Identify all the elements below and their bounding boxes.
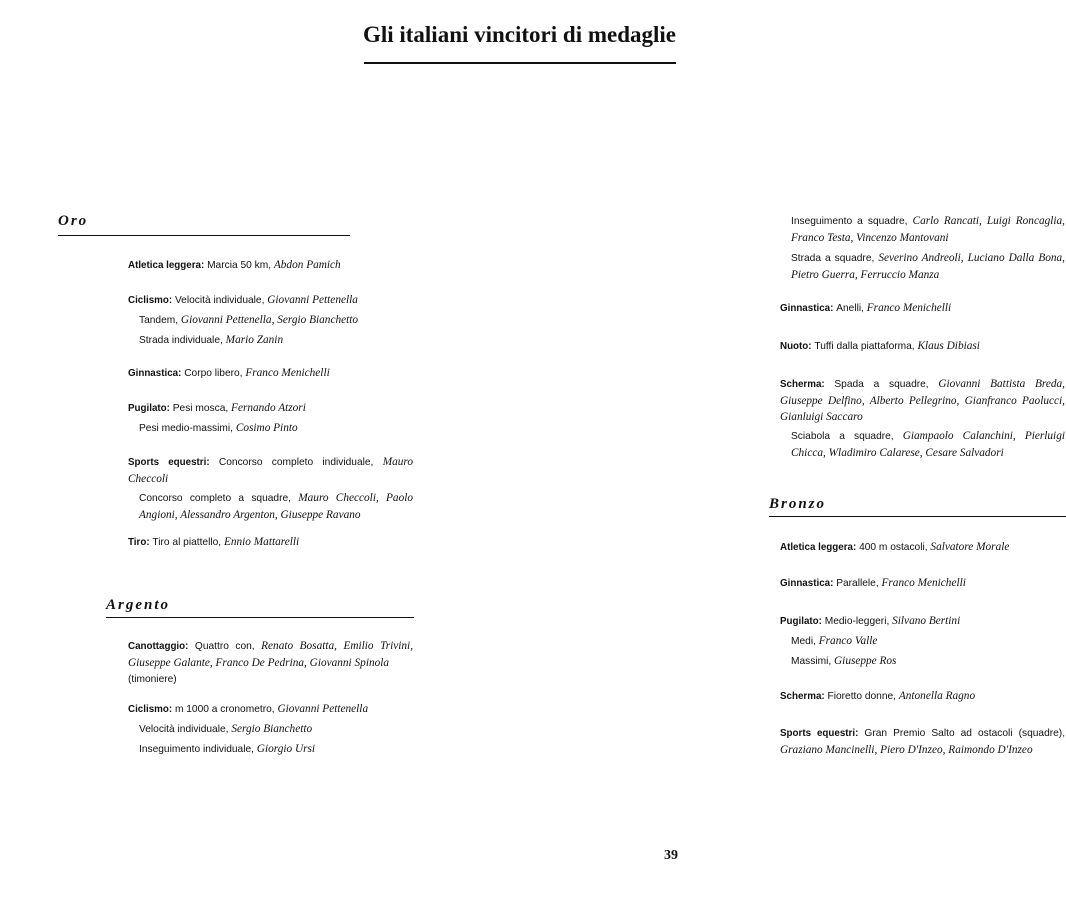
event-label: Strada a squadre, <box>791 253 875 264</box>
category-label: Scherma: <box>780 691 825 702</box>
athlete-name: Cosimo Pinto <box>235 422 298 434</box>
category-label: Ciclismo: <box>128 295 173 306</box>
page-number: 39 <box>664 848 678 863</box>
athlete-name: Carlo Rancati, Luigi Roncaglia, Franco Testa, Vincenzo Mantovani <box>791 215 1066 244</box>
category-label: Ginnastica: <box>780 578 834 589</box>
event-label: Inseguimento a squadre, <box>791 216 908 227</box>
athlete-name: Klaus Dibiasi <box>917 340 980 352</box>
argento-canottaggio <box>128 638 413 688</box>
athlete-name: Giovanni Pettenella <box>267 294 358 306</box>
athlete-name: Mauro Checcoli, Paolo Angioni, Alessandro Argenton, Giuseppe Ravano <box>139 492 413 521</box>
event-label: Inseguimento individuale, <box>139 744 254 755</box>
event-label: 400 m ostacoli, <box>859 542 928 553</box>
athlete-name: Giuseppe Ros <box>834 655 897 667</box>
oro-atletica <box>128 257 413 274</box>
bronzo-atletica <box>780 539 1065 556</box>
athlete-name: Franco Menichelli <box>881 577 966 589</box>
event-label: Tiro al piattello, <box>152 537 222 548</box>
event-label: Tandem, <box>139 315 179 326</box>
athlete-name: Giovanni Battista Breda, Giuseppe Delfino, Alberto Pellegrino, Gianfranco Paolucci, Gianluigi Saccaro <box>780 378 1066 423</box>
heading-oro-rule <box>58 235 350 236</box>
bronzo-scherma <box>780 688 1065 705</box>
oro-pugilato <box>128 400 413 437</box>
event-label: Parallele, <box>836 578 879 589</box>
event-label: Velocità individuale, <box>139 724 229 735</box>
event-label: Massimi, <box>791 656 832 667</box>
category-label: Sports equestri: <box>128 457 210 468</box>
athlete-name: Franco Menichelli <box>245 367 330 379</box>
category-label: Pugilato: <box>128 403 170 414</box>
category-label: Ginnastica: <box>780 303 834 314</box>
event-label: Corpo libero, <box>184 368 243 379</box>
event-label: Strada individuale, <box>139 335 223 346</box>
event-label: m 1000 a cronometro, <box>174 704 275 715</box>
event-label: Gran Premio Salto ad ostacoli (squadre), <box>864 728 1066 739</box>
argento-ginnastica <box>780 300 1065 317</box>
event-label: Medi, <box>791 636 816 647</box>
athlete-name: Giampaolo Calanchini, Pierluigi Chicca, Wladimiro Calarese, Cesare Salvadori <box>791 430 1065 459</box>
athlete-name: Antonella Ragno <box>898 690 976 702</box>
oro-sports-equestri <box>128 454 413 523</box>
argento-scherma <box>780 376 1065 461</box>
event-label: Spada a squadre, <box>834 379 929 390</box>
category-label: Canottaggio: <box>128 641 189 652</box>
athlete-name: Giovanni Pettenella, Sergio Bianchetto <box>180 314 359 326</box>
athlete-name: Renato Bosatta, Emilio Trivini, Giuseppe Galante, Franco De Pedrina, Giovanni Spinola <box>128 640 414 669</box>
event-label: Marcia 50 km, <box>207 260 272 271</box>
title-rule <box>364 62 676 64</box>
event-note: (timoniere) <box>128 674 177 685</box>
heading-bronzo-rule <box>769 516 1066 517</box>
category-label: Scherma: <box>780 379 825 390</box>
event-label: Anelli, <box>836 303 864 314</box>
athlete-name: Salvatore Morale <box>930 541 1010 553</box>
oro-tiro <box>128 534 413 551</box>
argento-ciclismo-left <box>128 701 413 758</box>
category-label: Ciclismo: <box>128 704 173 715</box>
athlete-name: Abdon Pamich <box>273 259 341 271</box>
argento-nuoto <box>780 338 1065 355</box>
event-label: Velocità individuale, <box>174 295 265 306</box>
heading-argento-rule <box>106 617 414 618</box>
event-label: Concorso completo individuale, <box>218 457 374 468</box>
event-label: Pesi medio-massimi, <box>139 423 233 434</box>
athlete-name: Sergio Bianchetto <box>231 723 313 735</box>
athlete-name: Mario Zanin <box>225 334 284 346</box>
heading-oro: Oro <box>58 213 89 229</box>
event-label: Concorso completo a squadre, <box>139 493 291 504</box>
category-label: Ginnastica: <box>128 368 182 379</box>
athlete-name: Severino Andreoli, Luciano Dalla Bona, Pietro Guerra, Ferruccio Manza <box>791 252 1065 281</box>
athlete-name: Ennio Mattarelli <box>223 536 300 548</box>
page-title: Gli italiani vincitori di medaglie <box>362 22 676 47</box>
athlete-name: Franco Valle <box>818 635 878 647</box>
argento-ciclismo-inseguimento <box>780 213 1065 246</box>
event-label: Tuffi dalla piattaforma, <box>814 341 915 352</box>
event-label: Pesi mosca, <box>172 403 229 414</box>
category-label: Nuoto: <box>780 341 812 352</box>
oro-ginnastica <box>128 365 413 382</box>
athlete-name: Mauro Checcoli <box>128 456 414 485</box>
category-label: Tiro: <box>128 537 150 548</box>
athlete-name: Giovanni Pettenella <box>277 703 369 715</box>
athlete-name: Giorgio Ursi <box>256 743 316 755</box>
argento-ciclismo-strada <box>780 250 1065 283</box>
event-label: Quattro con, <box>194 641 255 652</box>
event-label: Fioretto donne, <box>827 691 897 702</box>
category-label: Atletica leggera: <box>128 260 205 271</box>
athlete-name: Graziano Mancinelli, Piero D'Inzeo, Raimondo D'Inzeo <box>780 744 1033 756</box>
athlete-name: Fernando Atzori <box>231 402 306 414</box>
category-label: Pugilato: <box>780 616 822 627</box>
heading-bronzo: Bronzo <box>769 496 827 512</box>
category-label: Atletica leggera: <box>780 542 857 553</box>
event-label: Sciabola a squadre, <box>791 431 894 442</box>
oro-ciclismo <box>128 292 413 349</box>
heading-argento: Argento <box>106 597 171 613</box>
category-label: Sports equestri: <box>780 728 859 739</box>
event-label: Medio-leggeri, <box>824 616 890 627</box>
bronzo-pugilato <box>780 613 1065 670</box>
bronzo-sports-equestri <box>780 725 1065 758</box>
bronzo-ginnastica <box>780 575 1065 592</box>
athlete-name: Silvano Bertini <box>892 615 961 627</box>
athlete-name: Franco Menichelli <box>866 302 952 314</box>
